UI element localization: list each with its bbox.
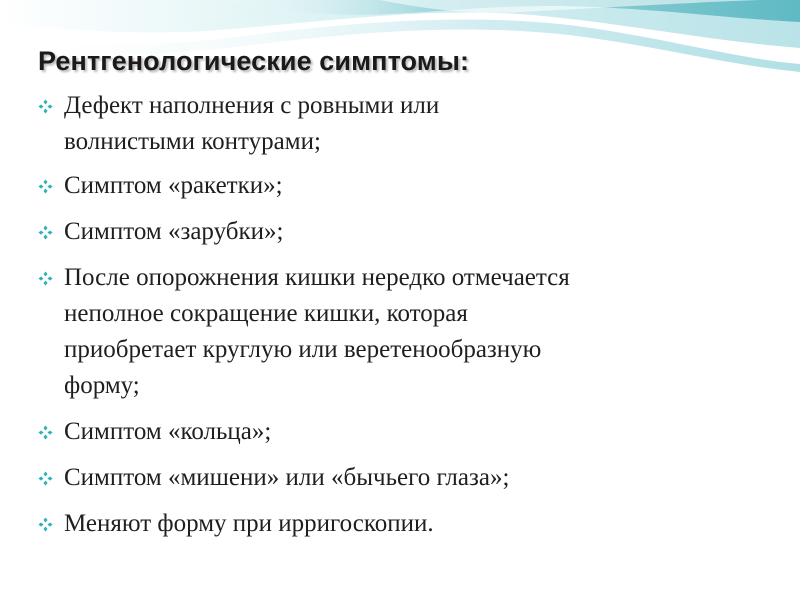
bullet-line: Дефект наполнения с ровными или [64,92,440,119]
bullet-line: приобретает круглую или веретенообразную [64,336,542,363]
slide-title: Рентгенологические симптомы: [38,46,470,76]
bullet-item [38,88,768,160]
bullet-item [38,168,768,204]
bullet-line: Симптом «кольца»; [64,418,272,445]
bullet-item [38,460,768,496]
bullet-text [64,214,283,250]
diamond-quad-icon [38,214,64,250]
bullet-text [64,414,271,450]
diamond-quad-icon [38,88,64,124]
bullet-text [64,460,509,496]
bullet-line: После опорожнения кишки нередко отмечается [64,264,570,291]
bullet-item [38,506,768,542]
bullet-text [64,506,434,542]
bullet-item [38,414,768,450]
bullet-line: Симптом «мишени» или «бычьего глаза»; [64,464,510,491]
bullet-line: неполное сокращение кишки, которая [64,300,468,327]
diamond-quad-icon [38,168,64,204]
bullet-item [38,260,768,404]
bullet-list [38,88,768,552]
diamond-quad-icon [38,506,64,542]
bullet-text [64,168,283,204]
bullet-item [38,214,768,250]
bullet-text [64,88,439,160]
bullet-line: волнистыми контурами; [64,128,321,155]
bullet-line: Меняют форму при ирригоскопии. [64,510,434,537]
bullet-line: Симптом «зарубки»; [64,218,284,245]
bullet-text [64,260,570,404]
bullet-line: Симптом «ракетки»; [64,172,283,199]
diamond-quad-icon [38,260,64,296]
bullet-line: форму; [64,372,140,399]
diamond-quad-icon [38,414,64,450]
diamond-quad-icon [38,460,64,496]
